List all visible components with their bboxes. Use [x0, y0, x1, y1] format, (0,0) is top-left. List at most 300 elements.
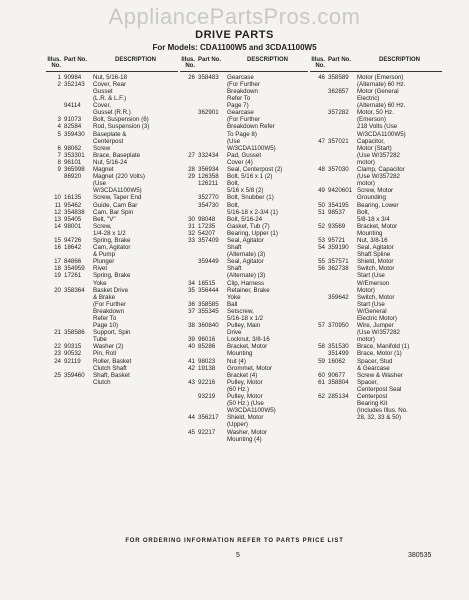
part-number — [198, 436, 227, 443]
part-row — [310, 145, 442, 152]
header-part: Part No. — [64, 57, 88, 63]
part-description: Seal, Agitator — [227, 236, 264, 244]
part-row — [180, 350, 308, 357]
part-row — [180, 258, 308, 265]
part-number — [328, 280, 357, 287]
part-description: Shaft — [227, 244, 242, 252]
part-row — [46, 343, 178, 350]
part-number: 96016 — [198, 336, 216, 344]
illus-number: 19 — [54, 272, 61, 280]
part-number: 16515 — [198, 279, 216, 287]
part-number — [328, 400, 357, 407]
illus-number — [46, 109, 64, 116]
part-number: 18642 — [64, 244, 82, 252]
part-row — [180, 294, 308, 301]
part-number — [328, 414, 357, 421]
part-description: Shield, Motor — [227, 414, 264, 422]
part-row — [310, 265, 442, 272]
part-description: & Gearcase — [357, 364, 390, 372]
illus-number — [310, 294, 328, 301]
illus-number: 11 — [54, 201, 61, 209]
part-description: Pulley, Motor — [227, 393, 263, 401]
part-description: Cover, Rear — [93, 80, 127, 88]
part-row — [180, 336, 308, 343]
illus-number — [46, 365, 64, 372]
part-row — [180, 145, 308, 152]
part-number — [64, 322, 93, 329]
illus-number — [310, 365, 328, 372]
part-number — [198, 372, 227, 379]
header-part: Part No. — [198, 57, 222, 63]
part-number — [64, 180, 93, 187]
part-number: 90315 — [64, 343, 82, 351]
illus-number: 33 — [188, 236, 195, 244]
part-number — [328, 152, 357, 159]
part-row — [180, 329, 308, 336]
page-subtitle: For Models: CDA1100W5 and 3CDA1100W5 — [152, 43, 317, 52]
part-number: 17261 — [64, 272, 82, 280]
part-row — [46, 294, 178, 301]
part-number — [64, 379, 93, 386]
part-description: Bolt, Snubber (1) — [227, 194, 274, 202]
part-description: Bearing Kit — [357, 400, 388, 408]
part-description: 5/16-18 x 2-3/4 (1) — [227, 208, 278, 216]
illus-number — [46, 102, 64, 109]
part-description: Bolt, — [227, 180, 240, 188]
illus-number — [180, 350, 198, 357]
illus-number: 49 — [318, 187, 325, 195]
part-number — [198, 81, 227, 88]
illus-number: 60 — [318, 371, 325, 379]
illus-number — [310, 407, 328, 414]
part-description: (Upper) — [227, 421, 248, 429]
illus-number — [180, 88, 198, 95]
part-number — [198, 88, 227, 95]
part-row — [46, 329, 178, 336]
illus-number — [180, 131, 198, 138]
part-number: 9420601 — [328, 187, 353, 195]
illus-number: 10 — [54, 194, 61, 202]
illus-number: 7 — [57, 151, 61, 159]
part-row — [310, 407, 442, 414]
illus-number — [46, 138, 64, 145]
part-number: 357571 — [328, 258, 349, 266]
part-number: 354959 — [64, 265, 85, 273]
illus-number: 6 — [57, 144, 61, 152]
illus-number — [180, 244, 198, 251]
illus-number — [180, 145, 198, 152]
illus-number — [310, 230, 328, 237]
part-row — [46, 358, 178, 365]
part-description: To Page 8) — [227, 130, 257, 138]
column-header — [180, 57, 308, 72]
part-description: Rod, Suspension (3) — [93, 123, 150, 131]
part-number — [328, 315, 357, 322]
illus-number — [46, 230, 64, 237]
part-description: Electric) — [357, 95, 380, 103]
part-number — [328, 173, 357, 180]
part-row — [46, 152, 178, 159]
part-number: 92216 — [198, 378, 216, 386]
illus-number — [310, 272, 328, 279]
part-description: (L.R. & L.F.) — [93, 95, 127, 103]
part-row — [46, 237, 178, 244]
illus-number — [180, 265, 198, 272]
part-description: Centerpost Seal — [357, 385, 402, 393]
part-row — [180, 429, 308, 436]
illus-number: 2 — [57, 80, 61, 88]
illus-number — [310, 180, 328, 187]
illus-number — [46, 95, 64, 102]
part-row — [46, 173, 178, 180]
illus-number — [180, 159, 198, 166]
part-description: (50 Hz.) (Use — [227, 400, 264, 408]
part-number — [198, 138, 227, 145]
part-row — [310, 322, 442, 329]
part-description: Breakdown — [227, 88, 258, 95]
illus-number — [46, 251, 64, 258]
illus-number — [46, 88, 64, 95]
parts-rows — [310, 74, 442, 422]
part-row — [46, 251, 178, 258]
part-row — [310, 379, 442, 386]
part-description: Pin, Roll — [93, 350, 117, 358]
illus-number: 1 — [57, 73, 61, 81]
illus-number — [180, 81, 198, 88]
part-number: 95405 — [64, 215, 82, 223]
part-number — [64, 294, 93, 301]
part-row — [310, 365, 442, 372]
part-description: Motor (General — [357, 88, 399, 95]
illus-number: 54 — [318, 244, 325, 252]
part-number: 358483 — [198, 73, 219, 81]
part-description: Switch, Motor — [357, 265, 395, 273]
illus-number — [310, 386, 328, 393]
illus-number: 50 — [318, 201, 325, 209]
part-description: (Alternate) 60 Hz. — [357, 102, 406, 110]
illus-number: 57 — [318, 322, 325, 330]
part-description: W/3CDA1100W5) — [227, 144, 276, 152]
part-row — [46, 350, 178, 357]
part-number — [198, 131, 227, 138]
part-row — [180, 202, 308, 209]
illus-number: 21 — [54, 329, 61, 337]
illus-number — [310, 159, 328, 166]
part-row — [46, 102, 178, 109]
part-number — [64, 251, 93, 258]
part-number — [198, 209, 227, 216]
part-number — [64, 336, 93, 343]
illus-number — [310, 95, 328, 102]
part-row — [180, 365, 308, 372]
part-row — [46, 287, 178, 294]
part-description: Setscrew, — [227, 307, 254, 315]
illus-number — [180, 258, 198, 265]
part-description: Shaft — [227, 265, 242, 273]
part-row — [46, 116, 178, 123]
part-description: Shaft, Basket — [93, 371, 130, 379]
part-number: 95721 — [328, 236, 346, 244]
part-number — [198, 400, 227, 407]
part-number: 354838 — [64, 208, 85, 216]
part-number — [64, 315, 93, 322]
illus-number: 51 — [318, 208, 325, 216]
illus-number: 29 — [188, 173, 195, 181]
illus-number — [180, 123, 198, 130]
illus-number — [310, 88, 328, 95]
part-number: 94114 — [64, 102, 81, 110]
part-description: (Use — [227, 137, 241, 145]
part-number: 86920 — [64, 173, 82, 181]
illus-number — [180, 102, 198, 109]
column-header — [46, 57, 178, 72]
illus-number — [310, 414, 328, 421]
part-description: & Brake — [93, 293, 116, 301]
part-number — [198, 123, 227, 130]
part-row — [310, 329, 442, 336]
part-row — [180, 372, 308, 379]
part-number: 54207 — [198, 229, 216, 237]
part-description: Bolt, — [357, 208, 370, 216]
part-number — [64, 301, 93, 308]
illus-number: 9 — [57, 166, 61, 174]
part-description: (Use W/357282 — [357, 151, 400, 159]
part-number — [64, 88, 93, 95]
parts-column-2 — [180, 57, 308, 443]
part-number — [328, 336, 357, 343]
part-description: 5/8-18 x 3/4 — [357, 215, 390, 223]
part-row — [46, 81, 178, 88]
illus-number: 14 — [54, 222, 61, 230]
part-description: Switch, Motor — [357, 293, 395, 301]
part-row — [180, 436, 308, 443]
part-row — [46, 95, 178, 102]
illus-number — [180, 421, 198, 428]
part-number — [198, 350, 227, 357]
illus-number — [46, 280, 64, 287]
part-description: Bolt, 5/16 x 1 (2) — [227, 173, 273, 181]
part-description: (Use — [93, 180, 107, 188]
part-description: Support, Spin — [93, 329, 131, 337]
part-row — [46, 202, 178, 209]
part-row — [310, 308, 442, 315]
part-description: Brace, Motor (1) — [357, 350, 402, 358]
part-description: Refer To — [93, 315, 117, 322]
part-description: Page 10) — [93, 322, 119, 330]
illus-number: 20 — [54, 286, 61, 294]
part-row — [46, 166, 178, 173]
part-description: Mounting — [227, 350, 253, 358]
part-row — [46, 194, 178, 201]
part-description: Spacer, Stud — [357, 357, 393, 365]
part-description: Screw, Motor — [357, 187, 394, 195]
part-description: Bracket (4) — [227, 371, 258, 379]
part-row — [180, 414, 308, 421]
illus-number — [310, 116, 328, 123]
part-number: 93219 — [198, 393, 216, 401]
part-description: W/3CDA1100W5) — [93, 187, 142, 195]
part-number — [198, 102, 227, 109]
illus-number — [310, 109, 328, 116]
page-number: 5 — [236, 552, 240, 559]
part-row — [310, 336, 442, 343]
part-row — [180, 180, 308, 187]
part-description: Refer To — [227, 95, 251, 103]
part-row — [46, 88, 178, 95]
illus-number: 25 — [54, 371, 61, 379]
illus-number — [46, 336, 64, 343]
illus-number: 18 — [54, 265, 61, 273]
part-number: 84866 — [64, 258, 82, 266]
part-number: 356217 — [198, 414, 219, 422]
part-description: Magnet — [93, 166, 114, 174]
illus-number — [310, 102, 328, 109]
part-number: 359190 — [328, 244, 349, 252]
illus-number: 47 — [318, 137, 325, 145]
part-number: 92119 — [64, 357, 81, 365]
illus-number — [310, 308, 328, 315]
part-number — [198, 265, 227, 272]
part-row — [46, 322, 178, 329]
part-number — [328, 308, 357, 315]
part-number: 82584 — [64, 123, 82, 131]
part-number: 85286 — [198, 343, 216, 351]
part-row — [310, 159, 442, 166]
part-number — [198, 116, 227, 123]
illus-number — [180, 294, 198, 301]
part-row — [46, 308, 178, 315]
part-row — [180, 109, 308, 116]
part-number: 356444 — [198, 286, 219, 294]
part-number: 358589 — [328, 73, 349, 81]
part-description: Motor, 50 Hz. — [357, 109, 394, 117]
part-number — [64, 187, 93, 194]
part-row — [180, 131, 308, 138]
part-number — [328, 301, 357, 308]
illus-number — [46, 173, 64, 180]
part-number: 356934 — [198, 166, 219, 174]
part-description: Gearcase — [227, 73, 254, 81]
part-description: Locknut, 3/8-16 — [227, 336, 270, 344]
part-number: 95462 — [64, 201, 82, 209]
part-row — [46, 272, 178, 279]
part-number: 98537 — [328, 208, 346, 216]
part-row — [46, 138, 178, 145]
part-description: Nut, 5/16-24 — [93, 158, 128, 166]
part-description: Yoke — [93, 279, 107, 287]
illus-number: 26 — [188, 73, 195, 81]
part-number — [328, 102, 357, 109]
part-number — [198, 386, 227, 393]
illus-number: 12 — [54, 208, 61, 216]
part-description: Tube — [93, 336, 107, 344]
part-description: Drive — [227, 329, 242, 337]
part-description: (Alternate) (3) — [227, 251, 266, 259]
illus-number: 3 — [57, 116, 61, 124]
part-row — [310, 180, 442, 187]
part-row — [310, 152, 442, 159]
part-row — [46, 216, 178, 223]
part-row — [310, 138, 442, 145]
illus-number: 30 — [188, 215, 195, 223]
part-row — [310, 400, 442, 407]
part-description: Grommet, Motor — [227, 364, 273, 372]
illus-number — [180, 116, 198, 123]
part-row — [310, 294, 442, 301]
part-description: Motor) — [357, 286, 375, 294]
part-number: 90984 — [64, 73, 82, 81]
illus-number: 55 — [318, 258, 325, 266]
part-number — [198, 407, 227, 414]
part-row — [46, 109, 178, 116]
part-description: Guide, Cam Bar — [93, 201, 138, 209]
part-row — [180, 393, 308, 400]
part-number: 19138 — [198, 364, 216, 372]
part-row — [310, 343, 442, 350]
part-description: Shield, Motor — [357, 258, 394, 266]
part-description: (Use W/357282 — [357, 329, 400, 337]
part-description: Belt, "V" — [93, 215, 116, 223]
part-number: 92217 — [198, 428, 216, 436]
part-number: 91073 — [64, 116, 82, 124]
part-row — [180, 230, 308, 237]
part-description: Pulley, Main — [227, 322, 261, 330]
part-number — [198, 329, 227, 336]
part-number: 357030 — [328, 166, 349, 174]
part-number — [328, 95, 357, 102]
part-number: 90532 — [64, 350, 82, 358]
illus-number — [46, 301, 64, 308]
illus-number — [180, 109, 198, 116]
header-description: DESCRIPTION — [114, 57, 156, 63]
part-description: Spring, Brake — [93, 236, 131, 244]
header-illus: Illus. No. — [311, 57, 325, 70]
illus-number — [46, 294, 64, 301]
part-row — [310, 372, 442, 379]
illus-number — [180, 407, 198, 414]
part-description: Screw, Taper End — [93, 194, 142, 202]
part-description: Retainer, Brake — [227, 286, 270, 294]
part-row — [310, 202, 442, 209]
part-number — [328, 131, 357, 138]
part-number — [328, 123, 357, 130]
part-row — [310, 230, 442, 237]
part-number: 359430 — [64, 130, 85, 138]
part-row — [310, 166, 442, 173]
part-row — [180, 223, 308, 230]
part-number — [198, 244, 227, 251]
part-row — [180, 187, 308, 194]
part-number — [328, 194, 357, 201]
part-row — [310, 287, 442, 294]
part-row — [310, 393, 442, 400]
illus-number — [180, 209, 198, 216]
illus-number — [46, 180, 64, 187]
part-row — [46, 301, 178, 308]
illus-number: 31 — [188, 222, 195, 230]
part-description: Page 7) — [227, 102, 249, 110]
part-description: Screw, — [93, 222, 112, 230]
part-number — [64, 365, 93, 372]
part-description: motor) — [357, 180, 375, 188]
illus-number — [180, 202, 198, 209]
illus-number — [310, 131, 328, 138]
illus-number — [180, 194, 198, 201]
part-description: Gusset — [93, 88, 113, 95]
header-illus: Illus. No. — [181, 57, 195, 70]
part-description: W/3CDA1100W5) — [357, 130, 406, 138]
part-description: Nut, 3/8-16 — [357, 236, 388, 244]
